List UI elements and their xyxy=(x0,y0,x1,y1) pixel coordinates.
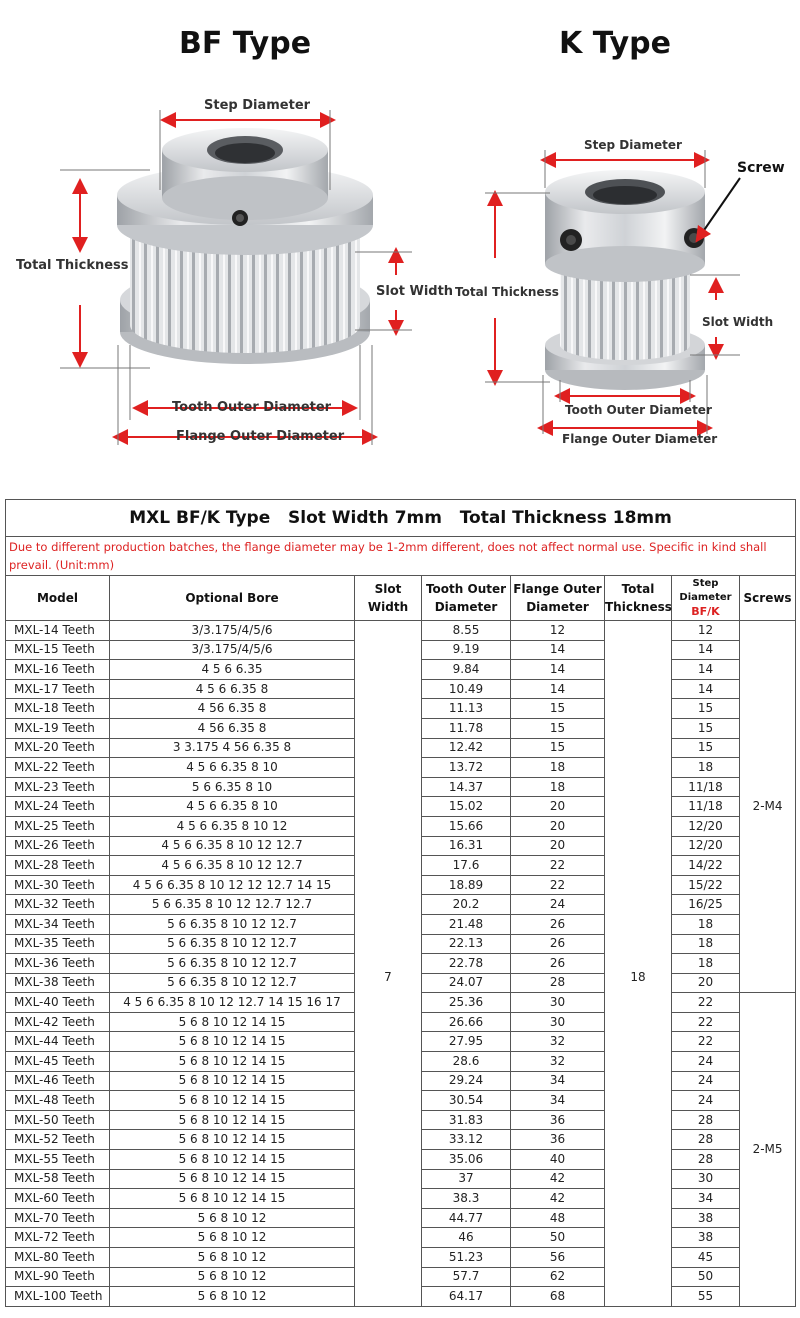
header-tooth-outer-diameter: Tooth Outer Diameter xyxy=(422,576,511,621)
cell-step-diameter: 12/20 xyxy=(672,836,740,856)
cell-tooth-outer-diameter: 20.2 xyxy=(422,895,511,915)
cell-optional-bore: 5 6 8 10 12 14 15 xyxy=(110,1189,355,1209)
cell-step-diameter: 14 xyxy=(672,660,740,680)
cell-step-diameter: 24 xyxy=(672,1052,740,1072)
cell-optional-bore: 5 6 8 10 12 14 15 xyxy=(110,1169,355,1189)
cell-flange-outer-diameter: 15 xyxy=(511,738,605,758)
cell-step-diameter: 22 xyxy=(672,993,740,1013)
cell-step-diameter: 20 xyxy=(672,973,740,993)
cell-flange-outer-diameter: 18 xyxy=(511,758,605,778)
cell-step-diameter: 24 xyxy=(672,1091,740,1111)
cell-flange-outer-diameter: 28 xyxy=(511,973,605,993)
cell-model: MXL-36 Teeth xyxy=(6,954,110,974)
cell-optional-bore: 5 6 8 10 12 xyxy=(110,1228,355,1248)
cell-optional-bore: 4 5 6 6.35 8 10 12 12.7 xyxy=(110,836,355,856)
header-step-diameter xyxy=(672,576,740,621)
bf-step-diameter-label: Step Diameter xyxy=(204,98,311,113)
table-caption: MXL BF/K Type Slot Width 7mm Total Thickness 18mm xyxy=(6,500,796,537)
cell-flange-outer-diameter: 18 xyxy=(511,777,605,797)
cell-optional-bore: 4 56 6.35 8 xyxy=(110,718,355,738)
cell-tooth-outer-diameter: 31.83 xyxy=(422,1110,511,1130)
cell-model: MXL-15 Teeth xyxy=(6,640,110,660)
cell-optional-bore: 5 6 6.35 8 10 12 12.7 xyxy=(110,954,355,974)
header-optional-bore: Optional Bore xyxy=(110,576,355,621)
cell-model: MXL-35 Teeth xyxy=(6,934,110,954)
header-slot-width: Slot Width xyxy=(355,576,422,621)
cell-model: MXL-40 Teeth xyxy=(6,993,110,1013)
cell-step-diameter: 18 xyxy=(672,758,740,778)
cell-flange-outer-diameter: 62 xyxy=(511,1267,605,1287)
cell-optional-bore: 4 56 6.35 8 xyxy=(110,699,355,719)
k-step-diameter-label: Step Diameter xyxy=(584,138,682,152)
cell-flange-outer-diameter: 36 xyxy=(511,1130,605,1150)
cell-step-diameter: 15 xyxy=(672,718,740,738)
cell-optional-bore: 4 5 6 6.35 8 xyxy=(110,679,355,699)
cell-model: MXL-30 Teeth xyxy=(6,875,110,895)
spec-table xyxy=(5,499,796,1307)
table-header-row xyxy=(6,576,796,621)
cell-tooth-outer-diameter: 29.24 xyxy=(422,1071,511,1091)
cell-model: MXL-52 Teeth xyxy=(6,1130,110,1150)
cell-model: MXL-45 Teeth xyxy=(6,1052,110,1072)
cell-optional-bore: 3/3.175/4/5/6 xyxy=(110,621,355,641)
table-row xyxy=(6,621,796,641)
k-type-title: K Type xyxy=(559,26,671,61)
cell-tooth-outer-diameter: 25.36 xyxy=(422,993,511,1013)
cell-flange-outer-diameter: 48 xyxy=(511,1208,605,1228)
cell-flange-outer-diameter: 15 xyxy=(511,699,605,719)
cell-model: MXL-19 Teeth xyxy=(6,718,110,738)
cell-optional-bore: 5 6 8 10 12 14 15 xyxy=(110,1110,355,1130)
k-screw-label: Screw xyxy=(737,160,785,176)
cell-model: MXL-22 Teeth xyxy=(6,758,110,778)
cell-model: MXL-90 Teeth xyxy=(6,1267,110,1287)
cell-flange-outer-diameter: 26 xyxy=(511,934,605,954)
cell-optional-bore: 4 5 6 6.35 8 10 12 xyxy=(110,816,355,836)
cell-step-diameter: 11/18 xyxy=(672,777,740,797)
cell-flange-outer-diameter: 26 xyxy=(511,954,605,974)
cell-model: MXL-34 Teeth xyxy=(6,914,110,934)
header-screws: Screws xyxy=(740,576,796,621)
cell-optional-bore: 5 6 8 10 12 14 15 xyxy=(110,1052,355,1072)
cell-optional-bore: 5 6 6.35 8 10 12 12.7 xyxy=(110,973,355,993)
cell-optional-bore: 4 5 6 6.35 8 10 12 12.7 14 15 16 17 xyxy=(110,993,355,1013)
cell-tooth-outer-diameter: 17.6 xyxy=(422,856,511,876)
cell-model: MXL-46 Teeth xyxy=(6,1071,110,1091)
cell-step-diameter: 18 xyxy=(672,954,740,974)
cell-step-diameter: 14 xyxy=(672,679,740,699)
cell-optional-bore: 5 6 6.35 8 10 xyxy=(110,777,355,797)
cell-flange-outer-diameter: 34 xyxy=(511,1071,605,1091)
cell-flange-outer-diameter: 40 xyxy=(511,1150,605,1170)
cell-model: MXL-24 Teeth xyxy=(6,797,110,817)
cell-step-diameter: 18 xyxy=(672,914,740,934)
cell-step-diameter: 15 xyxy=(672,738,740,758)
cell-tooth-outer-diameter: 12.42 xyxy=(422,738,511,758)
cell-step-diameter: 22 xyxy=(672,1012,740,1032)
cell-tooth-outer-diameter: 18.89 xyxy=(422,875,511,895)
cell-optional-bore: 5 6 8 10 12 14 15 xyxy=(110,1012,355,1032)
cell-optional-bore: 4 5 6 6.35 8 10 12 12.7 xyxy=(110,856,355,876)
cell-optional-bore: 5 6 8 10 12 14 15 xyxy=(110,1032,355,1052)
cell-model: MXL-32 Teeth xyxy=(6,895,110,915)
pulley-diagrams xyxy=(0,0,800,470)
cell-optional-bore: 4 5 6 6.35 8 10 12 12 12.7 14 15 xyxy=(110,875,355,895)
cell-model: MXL-60 Teeth xyxy=(6,1189,110,1209)
header-step-diameter-sub: BF/K xyxy=(691,604,720,618)
cell-tooth-outer-diameter: 10.49 xyxy=(422,679,511,699)
bf-pulley-image xyxy=(117,128,373,364)
cell-model: MXL-18 Teeth xyxy=(6,699,110,719)
cell-model: MXL-72 Teeth xyxy=(6,1228,110,1248)
cell-tooth-outer-diameter: 11.13 xyxy=(422,699,511,719)
cell-model: MXL-55 Teeth xyxy=(6,1150,110,1170)
cell-step-diameter: 45 xyxy=(672,1248,740,1268)
cell-step-diameter: 22 xyxy=(672,1032,740,1052)
cell-tooth-outer-diameter: 38.3 xyxy=(422,1189,511,1209)
bf-tooth-outer-diameter-label: Tooth Outer Diameter xyxy=(172,400,332,415)
cell-optional-bore: 5 6 8 10 12 xyxy=(110,1287,355,1307)
cell-tooth-outer-diameter: 15.66 xyxy=(422,816,511,836)
bf-total-thickness-label: Total Thickness xyxy=(16,258,129,273)
cell-tooth-outer-diameter: 9.84 xyxy=(422,660,511,680)
cell-step-diameter: 16/25 xyxy=(672,895,740,915)
header-flange-outer-diameter: Flange Outer Diameter xyxy=(511,576,605,621)
cell-tooth-outer-diameter: 64.17 xyxy=(422,1287,511,1307)
cell-optional-bore: 5 6 8 10 12 xyxy=(110,1248,355,1268)
cell-optional-bore: 5 6 8 10 12 xyxy=(110,1267,355,1287)
header-total-thickness: Total Thickness xyxy=(605,576,672,621)
cell-step-diameter: 34 xyxy=(672,1189,740,1209)
cell-step-diameter: 15 xyxy=(672,699,740,719)
cell-model: MXL-25 Teeth xyxy=(6,816,110,836)
k-flange-outer-diameter-label: Flange Outer Diameter xyxy=(562,432,718,446)
cell-flange-outer-diameter: 24 xyxy=(511,895,605,915)
cell-model: MXL-16 Teeth xyxy=(6,660,110,680)
cell-model: MXL-58 Teeth xyxy=(6,1169,110,1189)
cell-total-thickness: 18 xyxy=(605,621,672,1307)
cell-optional-bore: 4 5 6 6.35 8 10 xyxy=(110,797,355,817)
cell-optional-bore: 5 6 8 10 12 14 15 xyxy=(110,1091,355,1111)
cell-flange-outer-diameter: 68 xyxy=(511,1287,605,1307)
cell-step-diameter: 28 xyxy=(672,1130,740,1150)
cell-step-diameter: 50 xyxy=(672,1267,740,1287)
cell-tooth-outer-diameter: 11.78 xyxy=(422,718,511,738)
cell-step-diameter: 12 xyxy=(672,621,740,641)
cell-optional-bore: 3 3.175 4 56 6.35 8 xyxy=(110,738,355,758)
cell-tooth-outer-diameter: 9.19 xyxy=(422,640,511,660)
cell-flange-outer-diameter: 22 xyxy=(511,856,605,876)
cell-model: MXL-48 Teeth xyxy=(6,1091,110,1111)
cell-tooth-outer-diameter: 46 xyxy=(422,1228,511,1248)
bf-flange-outer-diameter-label: Flange Outer Diameter xyxy=(176,429,345,444)
cell-step-diameter: 14 xyxy=(672,640,740,660)
cell-optional-bore: 5 6 8 10 12 14 15 xyxy=(110,1130,355,1150)
cell-flange-outer-diameter: 32 xyxy=(511,1032,605,1052)
cell-optional-bore: 5 6 8 10 12 xyxy=(110,1208,355,1228)
cell-tooth-outer-diameter: 22.78 xyxy=(422,954,511,974)
cell-model: MXL-50 Teeth xyxy=(6,1110,110,1130)
cell-tooth-outer-diameter: 51.23 xyxy=(422,1248,511,1268)
cell-screws-m5: 2-M5 xyxy=(740,993,796,1307)
cell-tooth-outer-diameter: 15.02 xyxy=(422,797,511,817)
cell-tooth-outer-diameter: 13.72 xyxy=(422,758,511,778)
cell-flange-outer-diameter: 20 xyxy=(511,816,605,836)
cell-tooth-outer-diameter: 44.77 xyxy=(422,1208,511,1228)
cell-step-diameter: 28 xyxy=(672,1110,740,1130)
cell-tooth-outer-diameter: 35.06 xyxy=(422,1150,511,1170)
cell-model: MXL-80 Teeth xyxy=(6,1248,110,1268)
cell-tooth-outer-diameter: 8.55 xyxy=(422,621,511,641)
cell-tooth-outer-diameter: 30.54 xyxy=(422,1091,511,1111)
bf-type-title: BF Type xyxy=(178,26,312,61)
k-tooth-outer-diameter-label: Tooth Outer Diameter xyxy=(565,403,712,417)
cell-flange-outer-diameter: 36 xyxy=(511,1110,605,1130)
k-slot-width-label: Slot Width xyxy=(702,315,774,329)
cell-step-diameter: 30 xyxy=(672,1169,740,1189)
cell-optional-bore: 5 6 6.35 8 10 12 12.7 12.7 xyxy=(110,895,355,915)
cell-step-diameter: 38 xyxy=(672,1228,740,1248)
cell-tooth-outer-diameter: 14.37 xyxy=(422,777,511,797)
cell-tooth-outer-diameter: 57.7 xyxy=(422,1267,511,1287)
k-pulley-image xyxy=(545,170,705,390)
cell-tooth-outer-diameter: 24.07 xyxy=(422,973,511,993)
cell-tooth-outer-diameter: 16.31 xyxy=(422,836,511,856)
cell-model: MXL-26 Teeth xyxy=(6,836,110,856)
cell-tooth-outer-diameter: 22.13 xyxy=(422,934,511,954)
cell-flange-outer-diameter: 50 xyxy=(511,1228,605,1248)
cell-tooth-outer-diameter: 21.48 xyxy=(422,914,511,934)
cell-model: MXL-38 Teeth xyxy=(6,973,110,993)
cell-model: MXL-17 Teeth xyxy=(6,679,110,699)
cell-step-diameter: 18 xyxy=(672,934,740,954)
cell-tooth-outer-diameter: 33.12 xyxy=(422,1130,511,1150)
cell-model: MXL-23 Teeth xyxy=(6,777,110,797)
cell-model: MXL-28 Teeth xyxy=(6,856,110,876)
cell-optional-bore: 5 6 8 10 12 14 15 xyxy=(110,1150,355,1170)
cell-tooth-outer-diameter: 37 xyxy=(422,1169,511,1189)
cell-step-diameter: 11/18 xyxy=(672,797,740,817)
cell-step-diameter: 15/22 xyxy=(672,875,740,895)
k-total-thickness-label: Total Thickness xyxy=(455,285,559,299)
cell-step-diameter: 28 xyxy=(672,1150,740,1170)
cell-step-diameter: 55 xyxy=(672,1287,740,1307)
cell-flange-outer-diameter: 42 xyxy=(511,1169,605,1189)
cell-flange-outer-diameter: 26 xyxy=(511,914,605,934)
cell-flange-outer-diameter: 15 xyxy=(511,718,605,738)
cell-flange-outer-diameter: 14 xyxy=(511,660,605,680)
cell-optional-bore: 5 6 6.35 8 10 12 12.7 xyxy=(110,934,355,954)
cell-flange-outer-diameter: 56 xyxy=(511,1248,605,1268)
cell-flange-outer-diameter: 20 xyxy=(511,836,605,856)
cell-step-diameter: 24 xyxy=(672,1071,740,1091)
cell-optional-bore: 5 6 6.35 8 10 12 12.7 xyxy=(110,914,355,934)
cell-step-diameter: 14/22 xyxy=(672,856,740,876)
cell-flange-outer-diameter: 30 xyxy=(511,993,605,1013)
cell-model: MXL-20 Teeth xyxy=(6,738,110,758)
cell-model: MXL-42 Teeth xyxy=(6,1012,110,1032)
cell-screws-m4: 2-M4 xyxy=(740,621,796,993)
cell-flange-outer-diameter: 20 xyxy=(511,797,605,817)
cell-step-diameter: 38 xyxy=(672,1208,740,1228)
cell-flange-outer-diameter: 42 xyxy=(511,1189,605,1209)
cell-model: MXL-14 Teeth xyxy=(6,621,110,641)
cell-model: MXL-70 Teeth xyxy=(6,1208,110,1228)
cell-flange-outer-diameter: 34 xyxy=(511,1091,605,1111)
cell-slot-width: 7 xyxy=(355,621,422,1307)
cell-optional-bore: 4 5 6 6.35 xyxy=(110,660,355,680)
cell-flange-outer-diameter: 12 xyxy=(511,621,605,641)
cell-tooth-outer-diameter: 28.6 xyxy=(422,1052,511,1072)
cell-optional-bore: 3/3.175/4/5/6 xyxy=(110,640,355,660)
table-note: Due to different production batches, the flange diameter may be 1-2mm different, does not affect normal use. Specific in kind shall prevail. (Unit:mm) xyxy=(6,537,796,576)
header-model: Model xyxy=(6,576,110,621)
cell-flange-outer-diameter: 22 xyxy=(511,875,605,895)
cell-flange-outer-diameter: 14 xyxy=(511,640,605,660)
header-step-diameter-label: Step Diameter xyxy=(679,577,732,603)
cell-step-diameter: 12/20 xyxy=(672,816,740,836)
cell-optional-bore: 4 5 6 6.35 8 10 xyxy=(110,758,355,778)
cell-flange-outer-diameter: 30 xyxy=(511,1012,605,1032)
cell-tooth-outer-diameter: 27.95 xyxy=(422,1032,511,1052)
cell-optional-bore: 5 6 8 10 12 14 15 xyxy=(110,1071,355,1091)
bf-slot-width-label: Slot Width xyxy=(376,284,454,299)
cell-flange-outer-diameter: 14 xyxy=(511,679,605,699)
cell-tooth-outer-diameter: 26.66 xyxy=(422,1012,511,1032)
cell-flange-outer-diameter: 32 xyxy=(511,1052,605,1072)
cell-model: MXL-100 Teeth xyxy=(6,1287,110,1307)
cell-model: MXL-44 Teeth xyxy=(6,1032,110,1052)
